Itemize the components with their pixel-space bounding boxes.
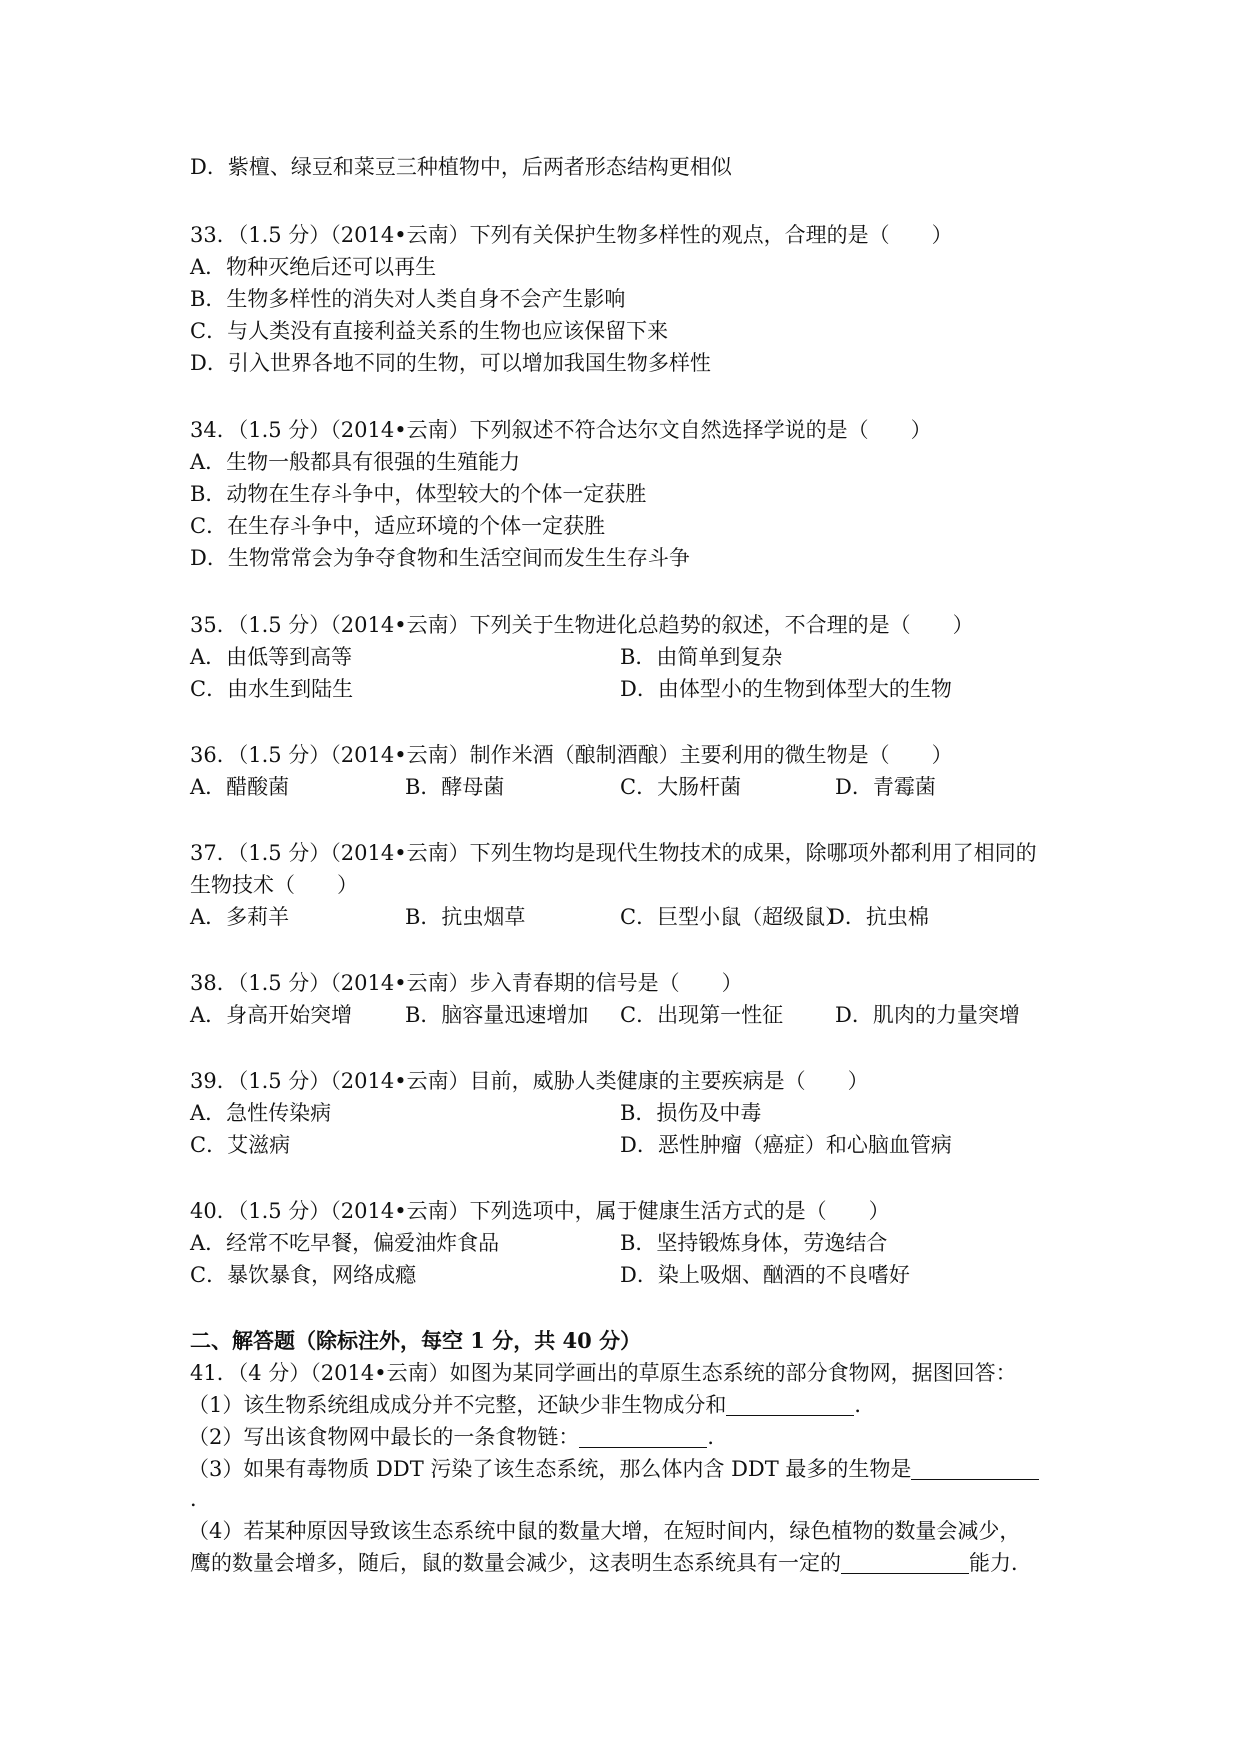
q36-stem: 36．（1.5 分）（2014•云南）制作米酒（酿制酒酿）主要利用的微生物是（ ） [190, 743, 953, 767]
q34-option-c: C．在生存斗争中，适应环境的个体一定获胜 [190, 514, 606, 538]
q38-option-c: C．出现第一性征 [620, 1003, 784, 1027]
q36-option-d: D．青霉菌 [835, 775, 936, 799]
q41-part1 [188, 1390, 875, 1420]
q40-option-c: C．暴饮暴食，网络成瘾 [190, 1263, 417, 1287]
q39-option-d: D．恶性肿瘤（癌症）和心脑血管病 [620, 1133, 952, 1157]
q33-option-d: D．引入世界各地不同的生物，可以增加我国生物多样性 [190, 351, 711, 375]
q41-blank-2[interactable] [579, 1425, 707, 1448]
q40-stem: 40．（1.5 分）（2014•云南）下列选项中，属于健康生活方式的是（ ） [190, 1199, 890, 1223]
q39-option-c: C．艾滋病 [190, 1133, 291, 1157]
q41-blank-4[interactable] [841, 1551, 969, 1574]
q34-option-d: D．生物常常会为争夺食物和生活空间而发生生存斗争 [190, 546, 690, 570]
q35-option-d: D．由体型小的生物到体型大的生物 [620, 677, 952, 701]
q41-part3 [188, 1454, 1039, 1484]
q37-option-a: A．多莉羊 [190, 905, 290, 929]
q41-part1-period: ． [854, 1393, 876, 1417]
q33-option-b: B．生物多样性的消失对人类自身不会产生影响 [190, 287, 626, 311]
q32-option-d: D．紫檀、绿豆和菜豆三种植物中，后两者形态结构更相似 [190, 155, 732, 179]
q33-option-c: C．与人类没有直接利益关系的生物也应该保留下来 [190, 319, 669, 343]
q41-part4-line2 [190, 1548, 1032, 1578]
q41-part2-text: （2）写出该食物网中最长的一条食物链： [188, 1425, 580, 1449]
q41-blank-3[interactable] [911, 1457, 1039, 1480]
q41-part3-text: （3）如果有毒物质 DDT 污染了该生态系统，那么体内含 DDT 最多的生物是 [188, 1457, 912, 1481]
q40-option-d: D．染上吸烟、酗酒的不良嗜好 [620, 1263, 910, 1287]
q41-part4-text: 鹰的数量会增多，随后，鼠的数量会减少，这表明生态系统具有一定的 [190, 1551, 841, 1575]
q37-option-c: C．巨型小鼠（超级鼠） [620, 905, 847, 929]
q41-part2 [188, 1422, 728, 1452]
q39-option-b: B．损伤及中毒 [620, 1101, 762, 1125]
q37-stem-line2: 生物技术（ ） [190, 873, 358, 897]
q41-stem: 41．（4 分）（2014•云南）如图为某同学画出的草原生态系统的部分食物网，据图回答： [190, 1361, 1017, 1385]
q36-option-a: A．醋酸菌 [190, 775, 290, 799]
q34-option-a: A．生物一般都具有很强的生殖能力 [190, 450, 521, 474]
q36-option-c: C．大肠杆菌 [620, 775, 742, 799]
q37-stem-line1: 37．（1.5 分）（2014•云南）下列生物均是现代生物技术的成果，除哪项外都利用了相同的 [190, 841, 1037, 865]
q34-option-b: B．动物在生存斗争中，体型较大的个体一定获胜 [190, 482, 647, 506]
q39-option-a: A．急性传染病 [190, 1101, 332, 1125]
q33-stem: 33．（1.5 分）（2014•云南）下列有关保护生物多样性的观点，合理的是（ ） [190, 223, 953, 247]
q35-option-a: A．由低等到高等 [190, 645, 353, 669]
q38-option-a: A．身高开始突增 [190, 1003, 353, 1027]
q39-stem: 39．（1.5 分）（2014•云南）目前，威胁人类健康的主要疾病是（ ） [190, 1069, 869, 1093]
q41-blank-1[interactable] [726, 1393, 854, 1416]
q41-part3-dot: ． [190, 1487, 211, 1511]
q35-option-c: C．由水生到陆生 [190, 677, 354, 701]
q36-option-b: B．酵母菌 [405, 775, 505, 799]
q41-part1-text: （1）该生物系统组成成分并不完整，还缺少非生物成分和 [188, 1393, 727, 1417]
q33-option-a: A．物种灭绝后还可以再生 [190, 255, 437, 279]
q41-part4-line1: （4）若某种原因导致该生态系统中鼠的数量大增，在短时间内，绿色植物的数量会减少， [188, 1519, 1021, 1543]
q34-stem: 34．（1.5 分）（2014•云南）下列叙述不符合达尔文自然选择学说的是（ ） [190, 418, 932, 442]
q41-part2-period: ． [707, 1425, 729, 1449]
q38-option-d: D．肌肉的力量突增 [835, 1003, 1020, 1027]
section-heading: 二、解答题（除标注外，每空 1 分，共 40 分） [190, 1328, 642, 1353]
q40-option-a: A．经常不吃早餐，偏爱油炸食品 [190, 1231, 500, 1255]
q37-option-d: D．抗虫棉 [828, 905, 929, 929]
q38-stem: 38．（1.5 分）（2014•云南）步入青春期的信号是（ ） [190, 971, 743, 995]
q35-stem: 35．（1.5 分）（2014•云南）下列关于生物进化总趋势的叙述，不合理的是（ ） [190, 613, 974, 637]
q40-option-b: B．坚持锻炼身体，劳逸结合 [620, 1231, 888, 1255]
q35-option-b: B．由简单到复杂 [620, 645, 783, 669]
q38-option-b: B．脑容量迅速增加 [405, 1003, 589, 1027]
q41-part4-end: 能力． [969, 1551, 1032, 1575]
q37-option-b: B．抗虫烟草 [405, 905, 526, 929]
